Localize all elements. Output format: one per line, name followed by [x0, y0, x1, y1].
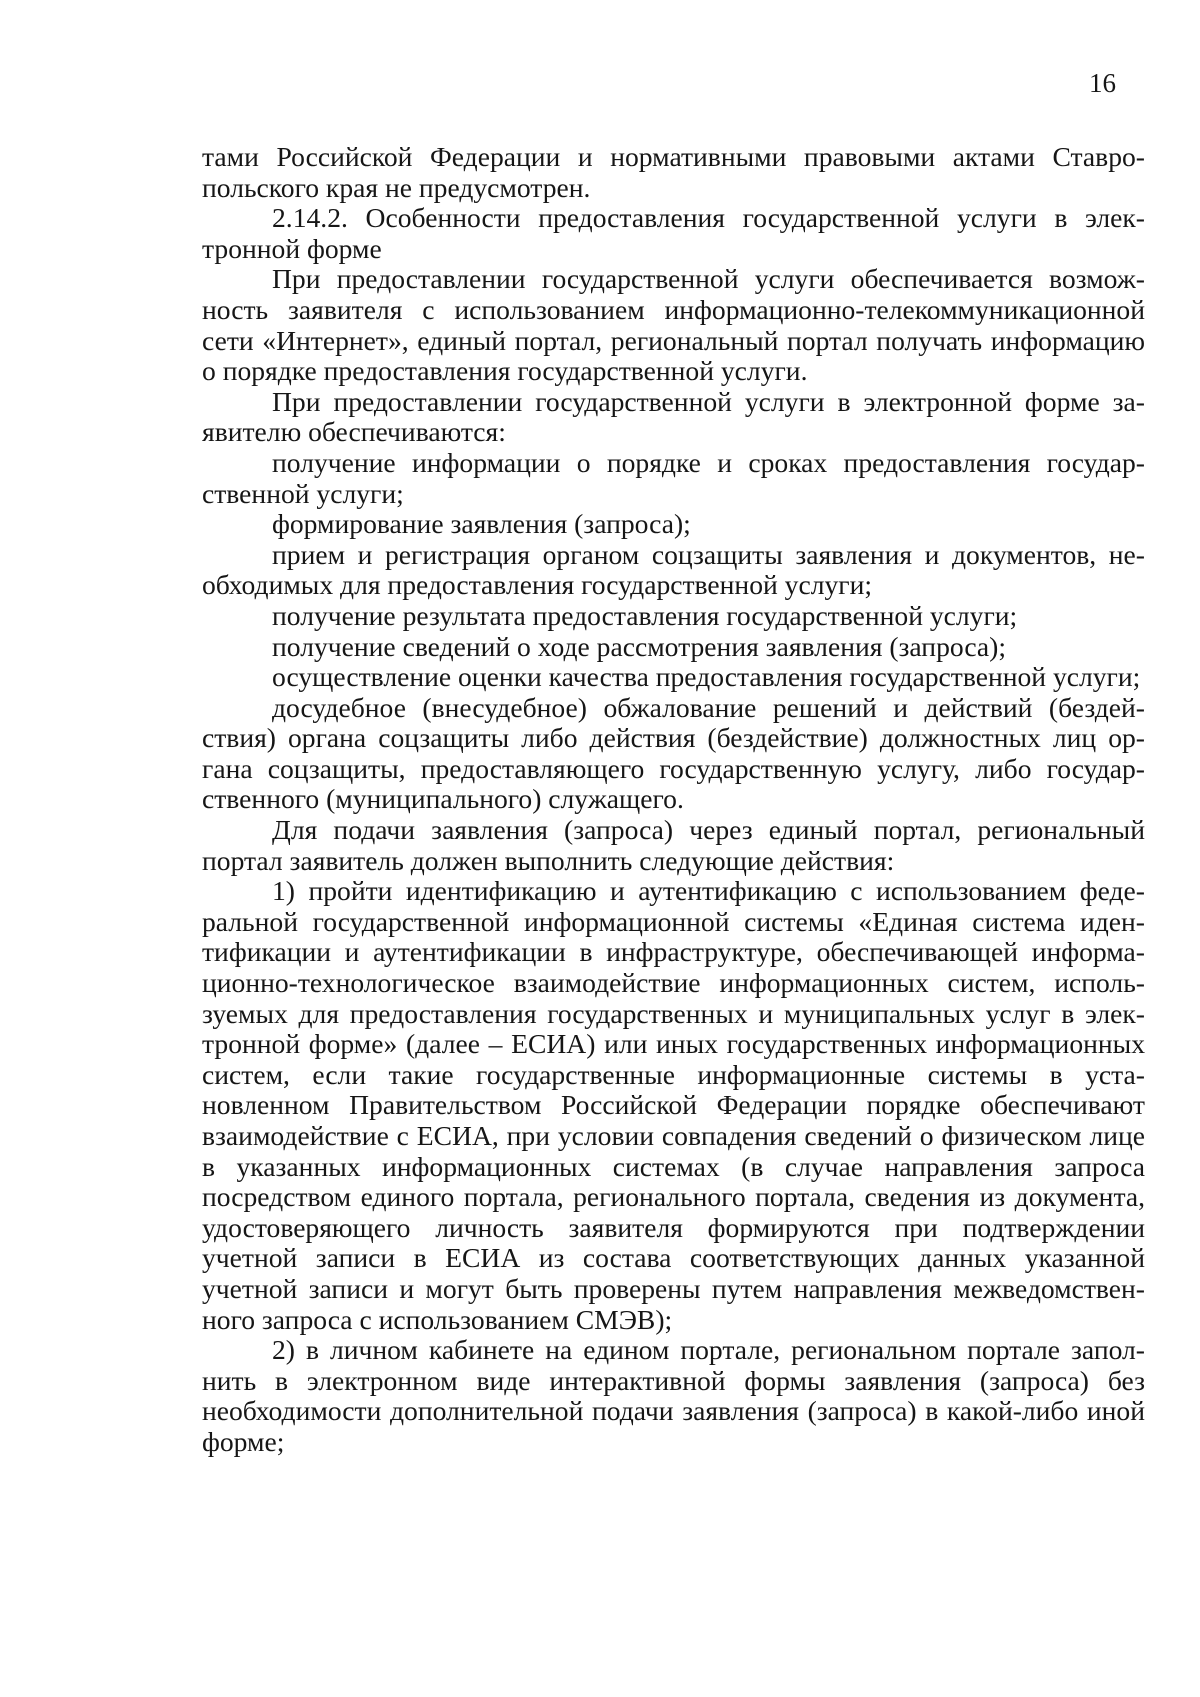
step-1-identification: 1) пройти идентификацию и аутентификацию с использованием федеральной государственной информационной системы «Единая система идентификации и аутентификации в инфраструктуре, обеспечивающей информационно-технологическое взаимодействие информационных систем, используемых для предоставления государственных и муниципальных услуг в электронной форме» (далее – ЕСИА) или иных государственных информационных систем, если такие государственные информационные системы в установленном Правительством Российской Федерации порядке обеспечивают взаимодействие с ЕСИА, при условии совпадения сведений о физическом лице в указанных информационных системах (в случае направления запроса посредством единого портала, регионального портала, сведения из документа, удостоверяющего личность заявителя формируются при подтверждении учетной записи в ЕСИА из состава соответствующих данных указанной учетной записи и могут быть проверены путем направления межведомственного запроса с использованием СМЭВ); [202, 875, 1145, 1335]
list-item-quality-assessment: осуществление оценки качества предоставления государственной услуги; [272, 661, 1141, 693]
list-item-application-forming: формирование заявления (запроса); [272, 508, 691, 540]
section-heading-2-14-2: 2.14.2. Особенности предоставления государственной услуги в электронной форме [202, 202, 1145, 264]
list-item-result: получение результата предоставления государственной услуги; [272, 599, 1018, 631]
page-number: 16 [1089, 68, 1116, 98]
paragraph-continuation: тами Российской Федерации и нормативными правовыми актами Ставропольского края не предусмотрен. [202, 141, 1145, 203]
list-item-registration: прием и регистрация органом соцзащиты заявления и документов, необходимых для предоставления государственной услуги; [202, 538, 1145, 601]
list-item-progress: получение сведений о ходе рассмотрения заявления (запроса); [272, 630, 1007, 662]
body-text [202, 142, 1145, 1458]
step-2-personal-cabinet: 2) в личном кабинете на едином портале, региональном портале заполнить в электронном виде интерактивной формы заявления (запроса) без необходимости дополнительной подачи заявления (запроса) в какой-либо иной форме; [202, 1334, 1145, 1457]
list-item-information: получение информации о порядке и сроках предоставления государственной услуги; [202, 446, 1145, 509]
list-item-appeal: досудебное (внесудебное) обжалование решений и действий (бездействия) органа соцзащиты либо действия (бездействие) должностных лиц органа соцзащиты, предоставляющего государственную услугу, либо государственного (муниципального) служащего. [202, 691, 1145, 815]
paragraph-electronic-provisions: При предоставлении государственной услуги в электронной форме заявителю обеспечиваются: [202, 385, 1145, 448]
paragraph-internet-access: При предоставлении государственной услуги обеспечивается возможность заявителя с использованием информационно-телекоммуникационной сети «Интернет», единый портал, региональный портал получать информацию о порядке предоставления государственной услуги. [202, 263, 1145, 387]
paragraph-submission-steps: Для подачи заявления (запроса) через единый портал, региональный портал заявитель должен выполнить следующие действия: [202, 814, 1145, 876]
